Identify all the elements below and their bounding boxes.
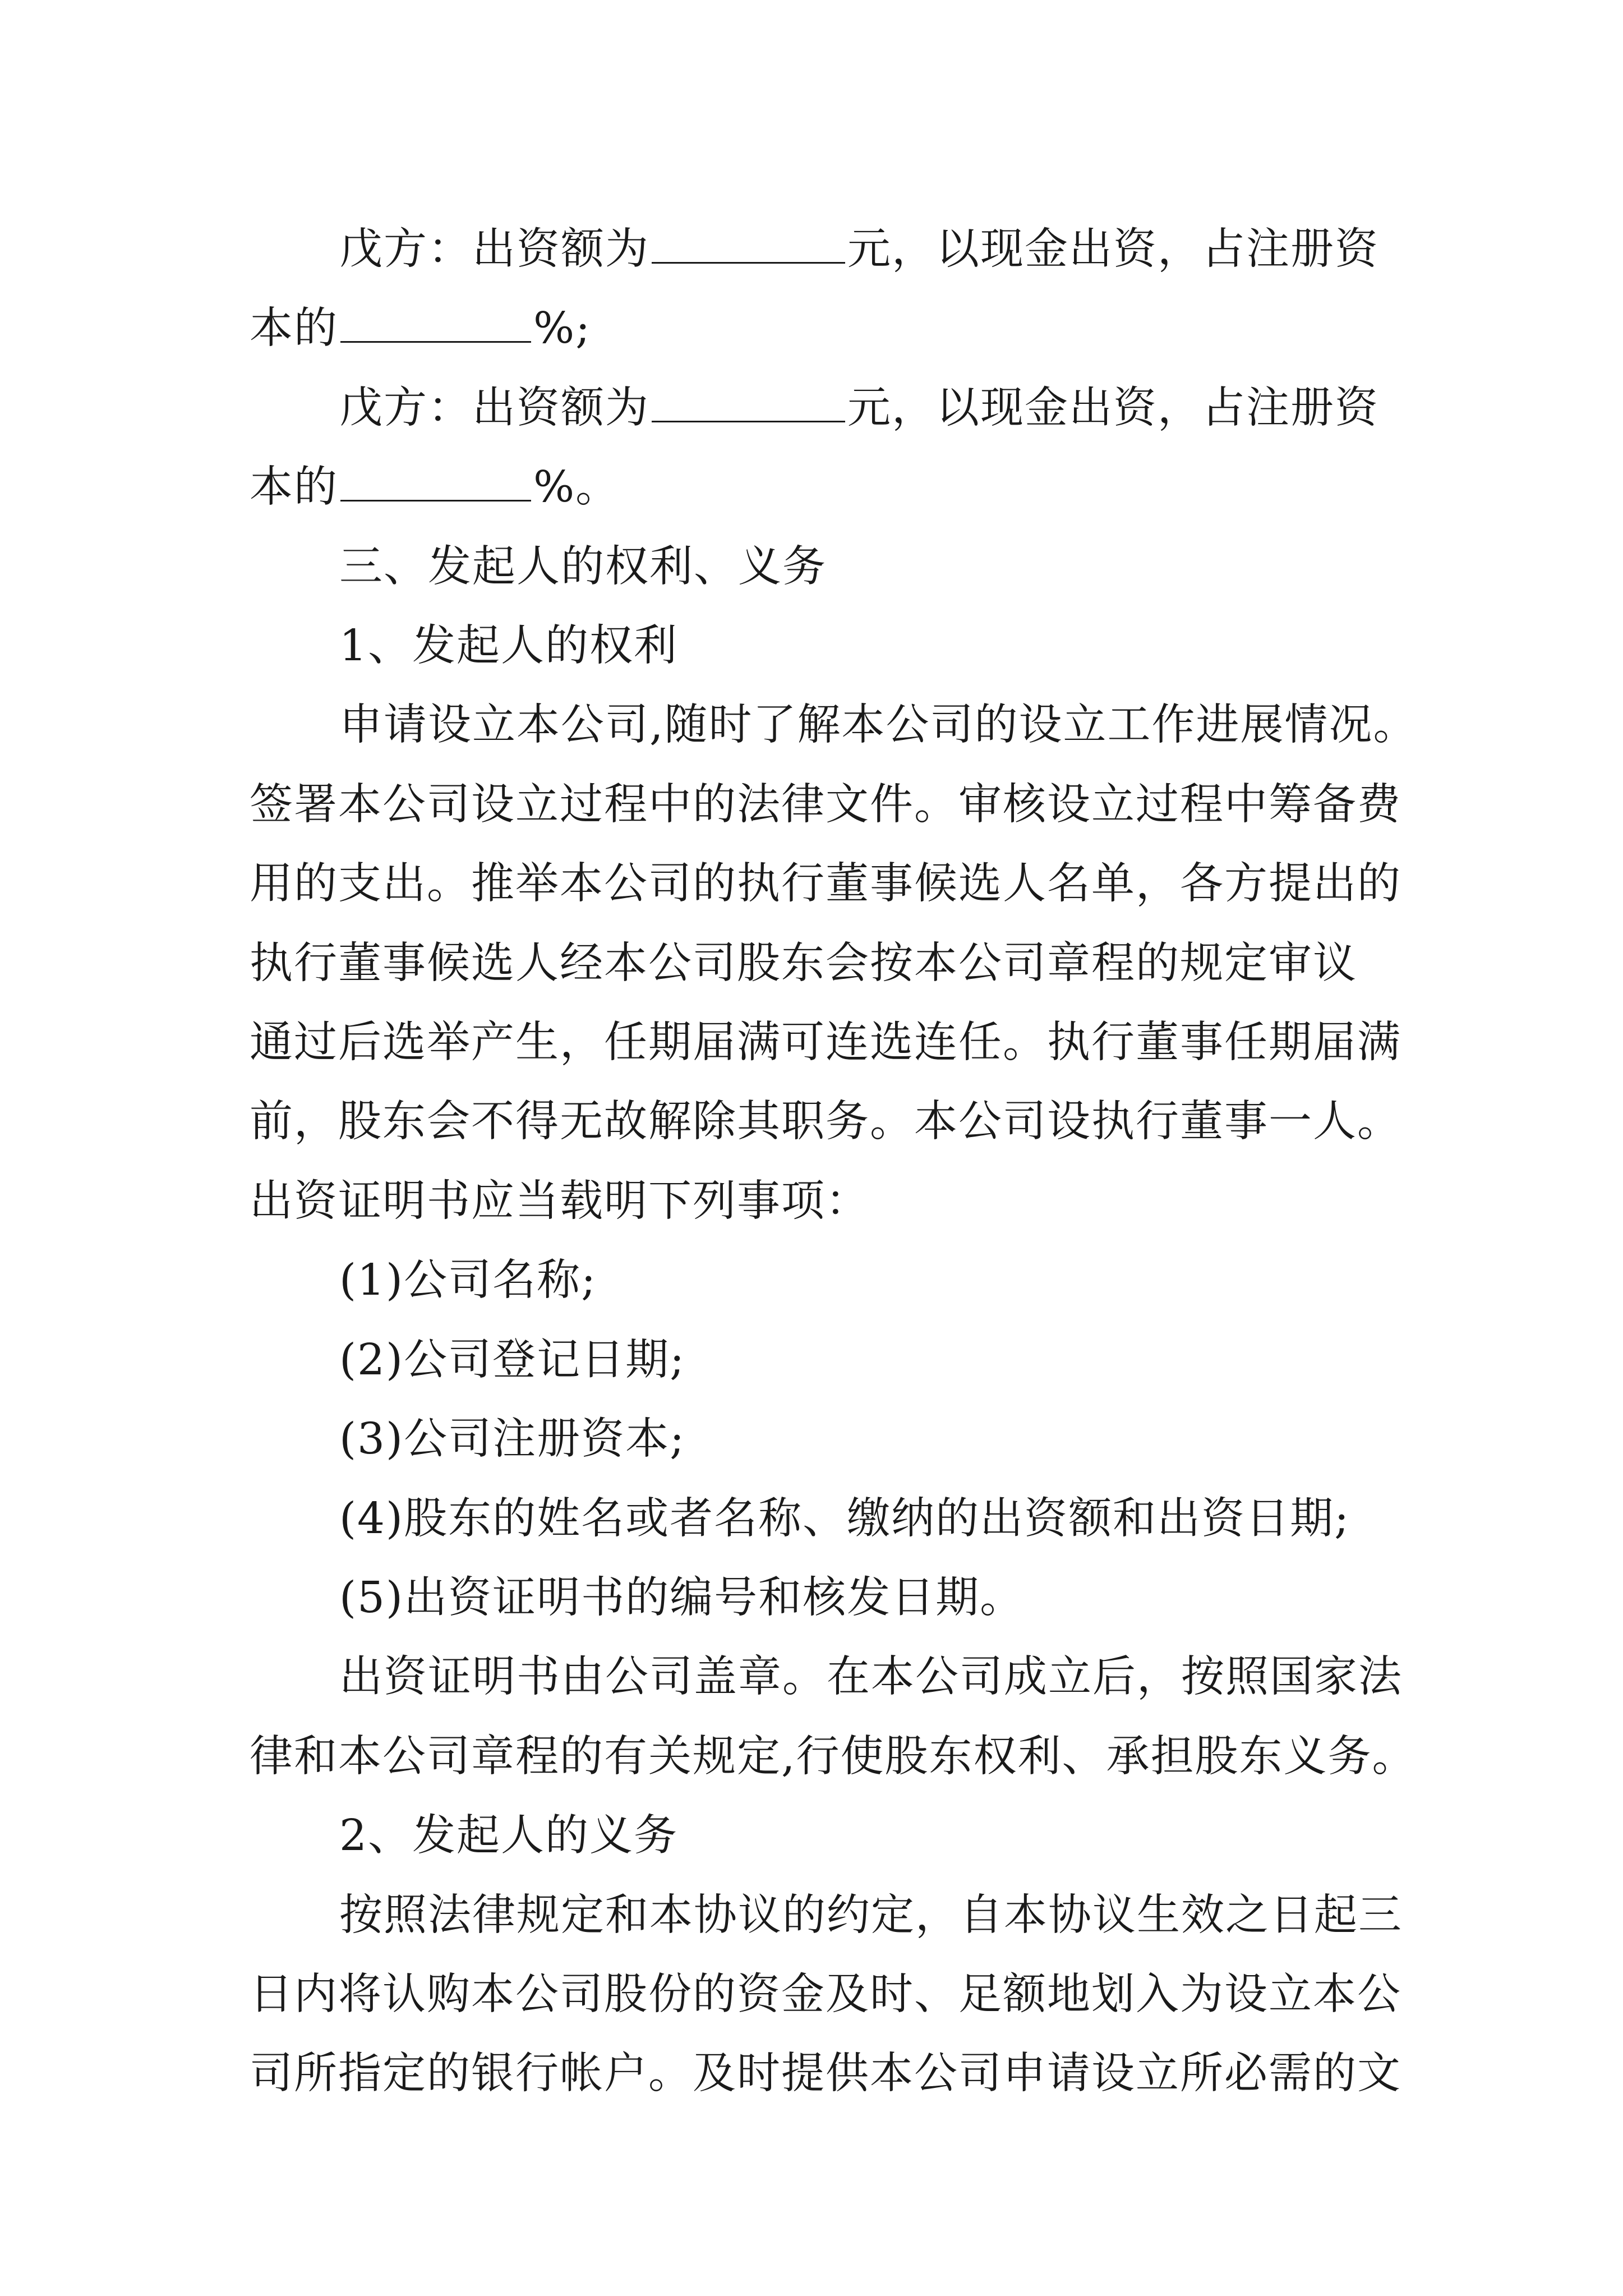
amount-blank bbox=[652, 221, 845, 264]
list-item bbox=[250, 1241, 1394, 1320]
text-line: 司所指定的银行帐户。及时提供本公司申请设立所必需的文 bbox=[250, 2049, 1401, 2099]
text-line: 通过后选举产生，任期届满可连选连任。执行董事任期届满 bbox=[250, 1018, 1401, 1068]
paragraph-investor-e-2 bbox=[250, 369, 1394, 527]
text-segment: 本的 bbox=[250, 303, 338, 354]
text-line: 执行董事候选人经本公司股东会按本公司章程的规定审议 bbox=[250, 938, 1357, 988]
text-line: 用的支出。推举本公司的执行董事候选人名单，各方提出的 bbox=[250, 859, 1401, 909]
text-line: 前，股东会不得无故解除其职务。本公司设执行董事一人。 bbox=[250, 1097, 1401, 1147]
list-item-text: (4)股东的姓名或者名称、缴纳的出资额和出资日期; bbox=[339, 1493, 1350, 1544]
list-item-text: (2)公司登记日期; bbox=[339, 1335, 686, 1385]
list-item bbox=[250, 1320, 1394, 1400]
percent-blank bbox=[340, 300, 531, 343]
text-line: 申请设立本公司,随时了解本公司的设立工作进展情况。 bbox=[339, 700, 1418, 751]
text-segment: %。 bbox=[533, 462, 620, 513]
section-heading bbox=[250, 527, 1394, 606]
subsection-heading-text: 1、发起人的权利 bbox=[339, 621, 678, 671]
subsection-heading-rights bbox=[250, 606, 1394, 685]
amount-blank bbox=[652, 380, 845, 422]
text-line bbox=[250, 369, 1394, 448]
list-item-text: (3)公司注册资本; bbox=[339, 1414, 686, 1465]
list-item bbox=[250, 1479, 1394, 1558]
section-heading-text: 三、发起人的权利、义务 bbox=[339, 541, 827, 592]
text-line: 按照法律规定和本协议的约定，自本协议生效之日起三 bbox=[339, 1890, 1403, 1940]
list-item-text: (5)出资证明书的编号和核发日期。 bbox=[339, 1572, 1025, 1623]
text-line bbox=[250, 210, 1394, 289]
text-segment: %; bbox=[533, 303, 592, 354]
paragraph-obligations bbox=[250, 1876, 1403, 2114]
subsection-heading-text: 2、发起人的义务 bbox=[339, 1811, 678, 1861]
paragraph-certificate bbox=[250, 1637, 1417, 1796]
text-line: 签署本公司设立过程中的法律文件。审核设立过程中筹备费 bbox=[250, 779, 1401, 830]
text-line bbox=[250, 448, 1394, 527]
text-segment: 元，以现金出资，占注册资 bbox=[847, 224, 1379, 274]
text-segment: 戊方：出资额为 bbox=[339, 383, 649, 433]
text-line: 日内将认购本公司股份的资金及时、足额地划入为设立本公 bbox=[250, 1969, 1401, 2019]
text-line bbox=[250, 289, 1394, 368]
list-item bbox=[250, 1558, 1394, 1637]
paragraph-rights bbox=[250, 685, 1418, 1241]
subsection-heading-obligations bbox=[250, 1796, 1394, 1875]
list-item bbox=[250, 1400, 1394, 1479]
text-segment: 元，以现金出资，占注册资 bbox=[847, 383, 1379, 433]
percent-blank bbox=[340, 459, 531, 501]
paragraph-investor-e-1 bbox=[250, 210, 1394, 369]
list-item-text: (1)公司名称; bbox=[339, 1255, 597, 1306]
text-line: 律和本公司章程的有关规定,行使股东权利、承担股东义务。 bbox=[250, 1731, 1417, 1782]
text-line: 出资证明书由公司盖章。在本公司成立后，按照国家法 bbox=[339, 1652, 1403, 1703]
text-line: 出资证明书应当载明下列事项： bbox=[250, 1176, 870, 1226]
document-page bbox=[250, 210, 1418, 2114]
text-segment: 戊方：出资额为 bbox=[339, 224, 649, 274]
text-segment: 本的 bbox=[250, 462, 338, 513]
